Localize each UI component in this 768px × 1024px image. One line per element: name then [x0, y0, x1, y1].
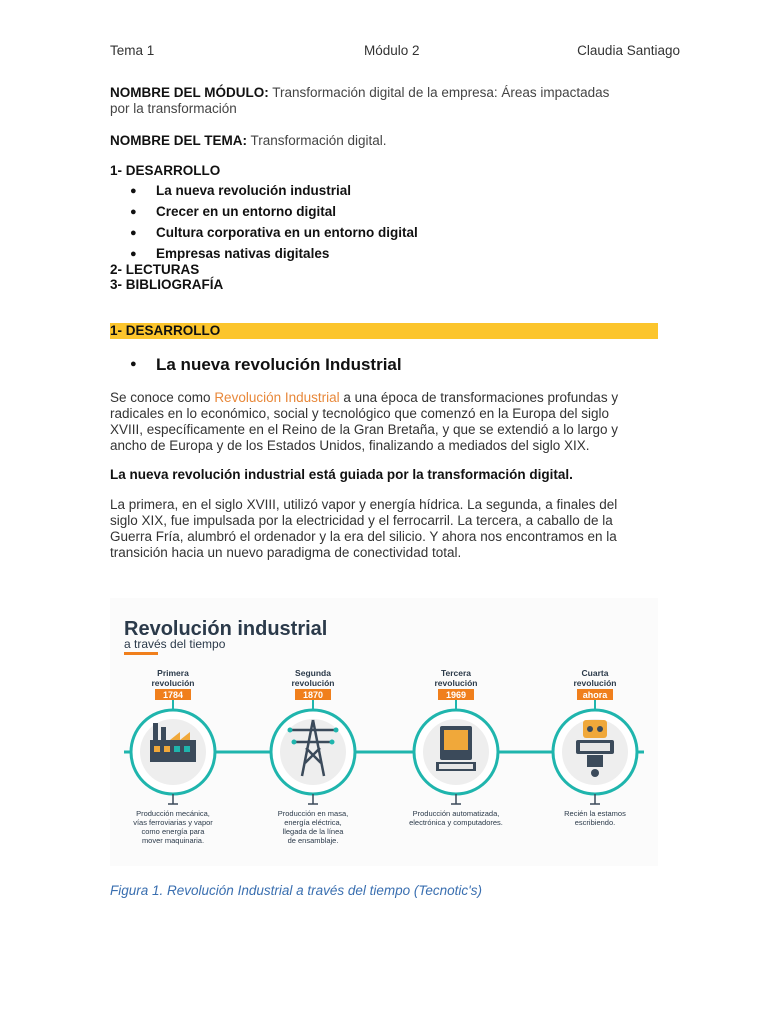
toc-subitem: ● Cultura corporativa en un entorno digital [130, 225, 418, 240]
bold-statement: La nueva revolución industrial está guiada por la transformación digital. [110, 467, 573, 482]
header-topic: Tema 1 [110, 43, 155, 58]
stage-year: 1784 [162, 690, 184, 700]
stage-label: revolución [434, 678, 478, 688]
toc-subitem: ● Crecer en un entorno digital [130, 204, 337, 219]
bullet-icon: ● [130, 206, 137, 218]
stage-desc: mover maquinaria. [141, 836, 205, 845]
infographic-svg [110, 598, 658, 866]
stage-desc: escribiendo. [574, 818, 616, 827]
section-title: ● La nueva revolución Industrial [130, 355, 402, 374]
stage-desc: Producción en masa, [277, 809, 349, 818]
header-author: Claudia Santiago [577, 43, 680, 58]
module-value: Transformación digital de la empresa: Áreas impactadas [268, 85, 610, 100]
stage-label: Primera [157, 668, 189, 678]
stage-desc: llegada de la línea [282, 827, 344, 836]
figure-caption: Figura 1. Revolución Industrial a través del tiempo (Tecnotic's) [110, 883, 483, 898]
stage-desc: vías ferroviarias y vapor [133, 818, 213, 827]
module-name [110, 85, 658, 117]
topic-value: Transformación digital. [247, 133, 387, 148]
stage-label: revolución [151, 678, 195, 688]
stage-1 [131, 668, 215, 845]
stage-desc: energía eléctrica, [284, 818, 342, 827]
infographic-title: Revolución industrial [124, 618, 328, 640]
stage-2 [271, 668, 355, 845]
stage-year: 1870 [302, 690, 324, 700]
bullet-icon: ● [130, 358, 137, 370]
bullet-icon: ● [130, 227, 137, 239]
stage-desc: Producción mecánica, [136, 809, 210, 818]
stage-desc: Producción automatizada, [412, 809, 500, 818]
paragraph-revolutions: La primera, en el siglo XVIII, utilizó vapor y energía hídrica. La segunda, a finales del siglo XIX, fue impulsada por la electricidad y el ferrocarril. La tercera, a caballo de la Guerra Fría, alumbró el ordenador y la era del silicio. Y ahora nos encontramos en la transición hacia un nuevo paradigma de conectividad total. [110, 497, 618, 560]
stage-label: Cuarta [581, 668, 609, 678]
stage-year: ahora [582, 690, 608, 700]
stage-label: revolución [573, 678, 617, 688]
toc-item-desarrollo: 1- DESARROLLO [110, 163, 221, 178]
stage-desc: como energía para [141, 827, 205, 836]
stage-label: Segunda [295, 668, 331, 678]
toc-item-lecturas: 2- LECTURAS [110, 262, 200, 277]
topic-name [110, 133, 658, 149]
module-label: NOMBRE DEL MÓDULO: [110, 85, 269, 100]
bullet-icon: ● [130, 185, 137, 197]
revolucion-industrial-link[interactable]: Revolución Industrial [214, 390, 340, 405]
computer-icon [436, 726, 476, 771]
toc-item-bibliografia: 3- BIBLIOGRAFÍA [110, 277, 224, 292]
stage-3 [409, 668, 503, 827]
module-value-cont: por la transformación [110, 101, 237, 116]
infographic-subtitle: a través del tiempo [124, 637, 226, 651]
stage-label: revolución [291, 678, 335, 688]
stage-4 [553, 668, 637, 827]
stage-desc: electrónica y computadores. [409, 818, 503, 827]
page-header [110, 43, 680, 61]
title-underline [124, 652, 158, 655]
stage-year: 1969 [445, 690, 467, 700]
stage-desc: de ensamblaje. [287, 836, 339, 845]
paragraph-intro: Se conoce como Revolución Industrial a una época de transformaciones profundas y radicales en lo económico, social y tecnológico que comenzó en la Europa del siglo XVIII, específicamente en el Reino de la Gran Bretaña, y que se extendió a lo largo y ancho de Europa y de los Estados Unidos, finalizando a mediados del siglo XIX. [110, 390, 619, 453]
toc-subitem: ● Empresas nativas digitales [130, 246, 330, 261]
infographic-figure [110, 598, 658, 866]
topic-label: NOMBRE DEL TEMA: [110, 133, 247, 148]
bullet-icon: ● [130, 248, 137, 260]
toc-subitem: ● La nueva revolución industrial [130, 183, 352, 198]
header-module: Módulo 2 [364, 43, 420, 58]
section-heading: 1- DESARROLLO [110, 323, 221, 338]
stage-desc: Recién la estamos [564, 809, 626, 818]
stage-label: Tercera [440, 668, 472, 678]
section-heading-bar [110, 323, 658, 339]
